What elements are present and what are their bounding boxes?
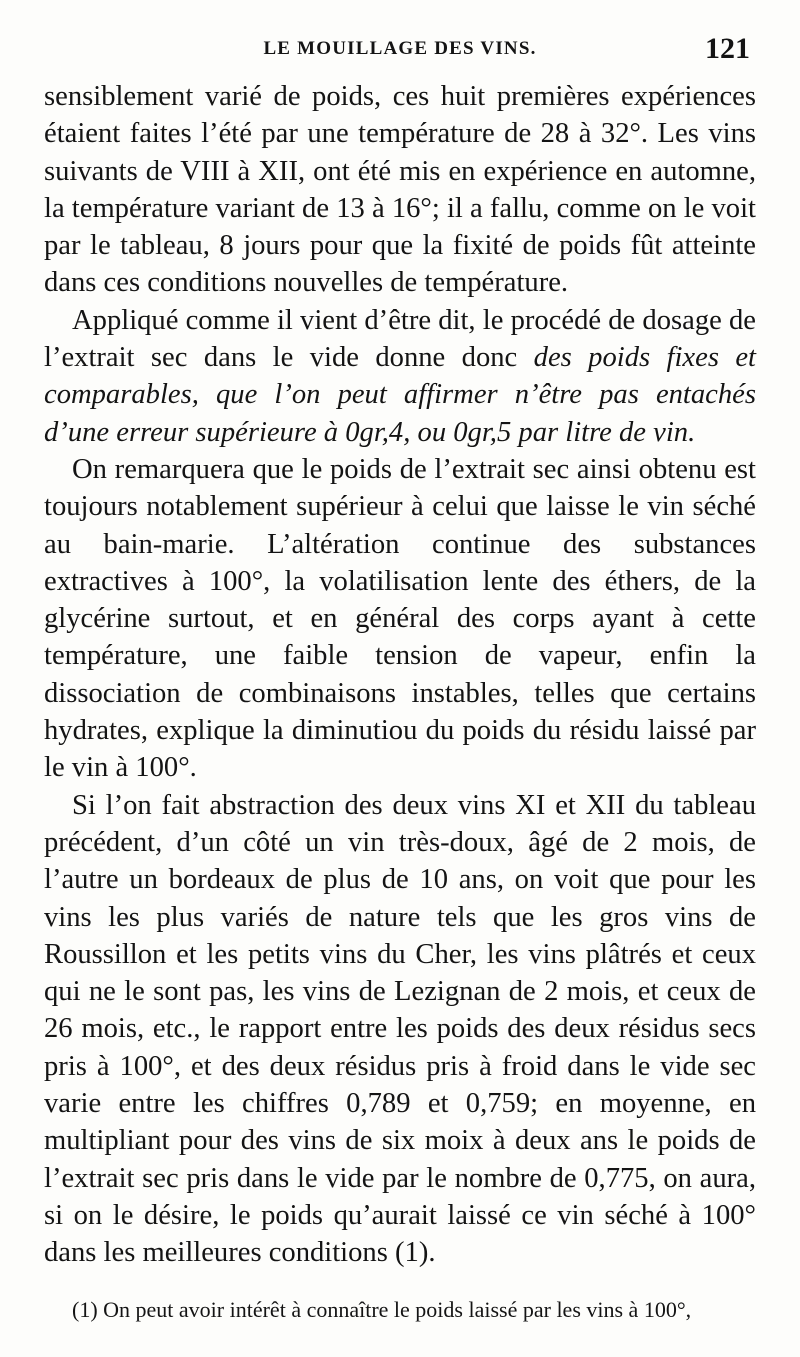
page-header	[40, 32, 760, 72]
paragraph-rapport-residus: Si l’on fait abstraction des deux vins XI et XII du tableau précédent, d’un côté un vin très-doux, âgé de 2 mois, de l’autre un bordeaux de plus de 10 ans, on voit que pour les vins les plus variés de nature tels que les gros vins de Roussillon et les petits vins du Cher, les vins plâtrés et ceux qui ne le sont pas, les vins de Lezignan de 2 mois, et ceux de 26 mois, etc., le rapport entre les poids des deux résidus secs pris à 100°, et des deux résidus pris à froid dans le vide sec varie entre les chiffres 0,789 et 0,759; en moyenne, en multipliant pour des vins de six moix à deux ans le poids de l’extrait sec pris dans le vide par le nombre de 0,775, on aura, si on le désire, le poids qu’aurait laissé ce vin séché à 100° dans les meilleures conditions (1).	[44, 789, 756, 1269]
running-title: LE MOUILLAGE DES VINS.	[263, 38, 537, 59]
footnote: (1) On peut avoir intérêt à connaître le poids laissé par les vins à 100°,	[72, 1297, 692, 1322]
paragraph-extrait-sec-dosage	[44, 302, 756, 451]
body-text	[44, 78, 756, 1272]
paragraph-text: Appliqué comme il vient d’être dit, le procédé de dosage de l’extrait sec dans le vide donne donc	[44, 304, 756, 374]
paragraph-continuation: sensiblement varié de poids, ces huit premières expériences étaient faites l’été par une température de 28 à 32°. Les vins suivants de VIII à XII, ont été mis en expérience en automne, la température variant de 13 à 16°; il a fallu, comme on le voit par le tableau, 8 jours pour que la fixité de poids fût atteinte dans ces conditions nouvelles de température.	[44, 81, 756, 299]
italic-emphasis: des poids fixes et comparables, que l’on peut affirmer n’être pas entachés d’une erreur supérieure à 0gr,4, ou 0gr,5 par litre de vin.	[44, 342, 756, 448]
page-number: 121	[705, 32, 750, 65]
paragraph-bain-marie: On remarquera que le poids de l’extrait sec ainsi obtenu est toujours notablement supérieur à celui que laisse le vin séché au bain-marie. L’altération continue des substances extractives à 100°, la volatilisation lente des éthers, de la glycérine surtout, et en général des corps ayant à cette température, une faible tension de vapeur, enfin la dissociation de combinaisons instables, telles que certains hydrates, explique la diminutiou du poids du résidu laissé par le vin à 100°.	[44, 453, 756, 784]
